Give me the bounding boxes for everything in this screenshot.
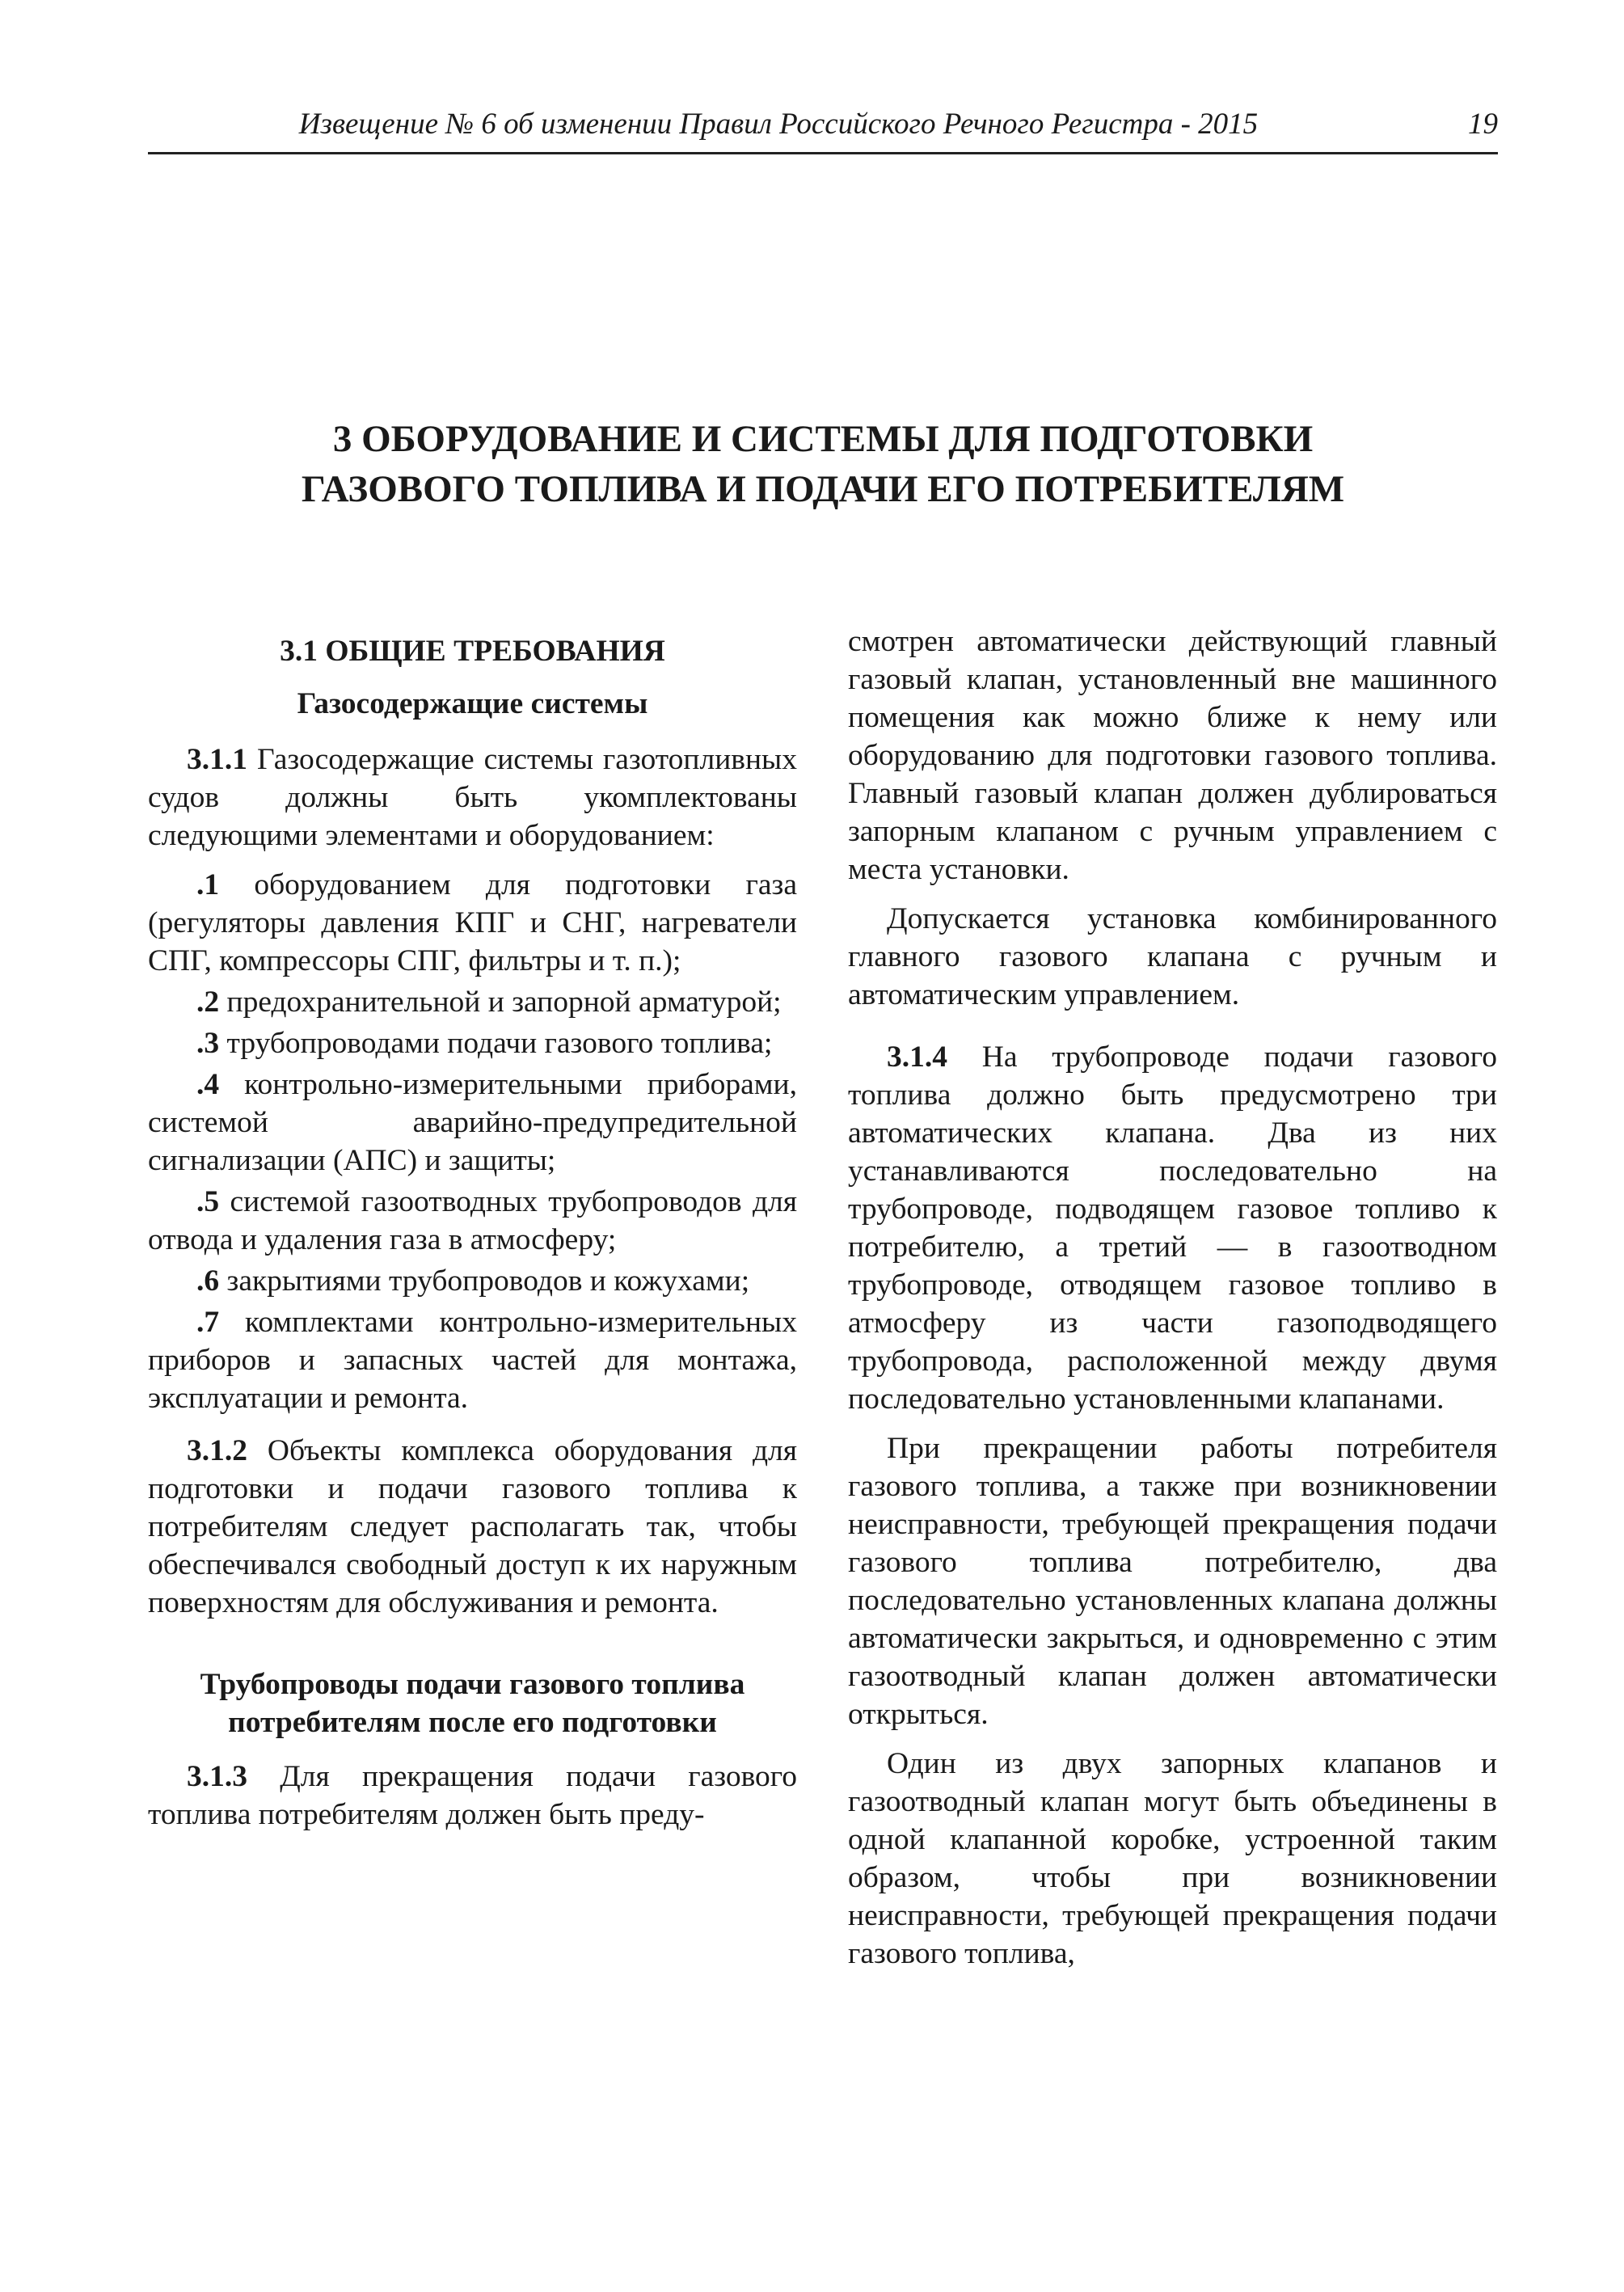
header-title: Извещение № 6 об изменении Правил Российского Речного Регистра - 2015	[298, 108, 1259, 141]
chapter-title-line-1: 3 ОБОРУДОВАНИЕ И СИСТЕМЫ ДЛЯ ПОДГОТОВКИ	[332, 418, 1314, 460]
list-item	[148, 866, 797, 980]
paragraph-3-1-3-b: Допускается установка комбинированного главного газового клапана с ручным и автоматическим управлением.	[848, 902, 1497, 1011]
paragraph-3-1-4	[848, 1038, 1497, 1418]
subsection-heading-gas-systems: Газосодержащие системы	[297, 687, 648, 720]
right-column	[848, 623, 1497, 1984]
list-item	[148, 1183, 797, 1259]
clause-text: Объекты комплекса оборудования для подготовки и подачи газового топлива к потребителям следует располагать так, чтобы обеспечивался свободный доступ к их наружным поверхностям для обслуживания и ремонта.	[148, 1434, 797, 1619]
paragraph-3-1-3	[148, 1758, 797, 1834]
subsection-heading-line-2: потребителям после его подготовки	[228, 1706, 717, 1739]
clause-text: Для прекращения подачи газового топлива потребителям должен быть преду-	[148, 1760, 797, 1831]
list-item-number: .5	[196, 1185, 220, 1218]
paragraph-3-1-1	[148, 741, 797, 855]
section-heading: 3.1 ОБЩИЕ ТРЕБОВАНИЯ	[280, 635, 665, 668]
clause-number: 3.1.2	[187, 1434, 247, 1467]
chapter-title-line-2: ГАЗОВОГО ТОПЛИВА И ПОДАЧИ ЕГО ПОТРЕБИТЕЛЯМ	[301, 468, 1345, 510]
list-item	[148, 983, 797, 1021]
paragraph-3-1-2	[148, 1432, 797, 1622]
running-header	[148, 103, 1498, 154]
list-item-text: предохранительной и запорной арматурой;	[219, 986, 782, 1019]
list-item	[148, 1303, 797, 1417]
list-item-text: комплектами контрольно-измерительных приборов и запасных частей для монтажа, эксплуатации и ремонта.	[148, 1306, 797, 1415]
list-item	[148, 1262, 797, 1300]
list-item-text: контрольно-измерительными приборами, системой аварийно-предупредительной сигнализации (АПС) и защиты;	[148, 1068, 797, 1177]
clause-number: 3.1.3	[187, 1760, 247, 1793]
list-item-number: .2	[196, 986, 220, 1019]
clause-text: На трубопроводе подачи газового топлива должно быть предусмотрено три автоматических клапана. Два из них устанавливаются последовательно на трубопроводе, подводящем газовое топливо к потребителю, а третий — в газоотводном трубопроводе, отводящем газовое топливо в атмосферу из части газоподводящего трубопровода, расположенной между двумя последовательно установленными клапанами.	[848, 1040, 1497, 1416]
clause-number: 3.1.4	[887, 1040, 947, 1074]
page-number: 19	[1468, 108, 1498, 141]
list-item-number: .6	[196, 1264, 220, 1298]
left-column	[148, 623, 797, 1845]
list-item-number: .1	[196, 868, 220, 901]
list-item	[148, 1066, 797, 1180]
list-item	[148, 1024, 797, 1062]
paragraph-3-1-3-continued: смотрен автоматически действующий главный газовый клапан, установленный вне машинного помещения как можно ближе к нему или оборудованию для подготовки газового топлива. Главный газовый клапан должен дублироваться запорным клапаном с ручным управлением с места установки.	[848, 625, 1497, 886]
subsection-heading-line-1: Трубопроводы подачи газового топлива	[200, 1668, 745, 1701]
list-item-number: .7	[196, 1306, 220, 1339]
clause-number: 3.1.1	[187, 743, 247, 776]
list-item-text: оборудованием для подготовки газа (регуляторы давления КПГ и СНГ, нагреватели СПГ, компрессоры СПГ, фильтры и т. п.);	[148, 868, 797, 977]
list-item-text: системой газоотводных трубопроводов для отвода и удаления газа в атмосферу;	[148, 1185, 797, 1256]
clause-text: Газосодержащие системы газотопливных судов должны быть укомплектованы следующими элементами и оборудованием:	[148, 743, 797, 852]
list-item-number: .3	[196, 1027, 220, 1060]
subsection-heading-pipelines	[148, 1665, 797, 1741]
chapter-title	[148, 414, 1498, 514]
list-item-number: .4	[196, 1068, 220, 1101]
paragraph-3-1-4-c: Один из двух запорных клапанов и газоотводный клапан могут быть объединены в одной клапанной коробке, устроенной таким образом, чтобы при возникновении неисправности, требующей прекращения подачи газового топлива,	[848, 1747, 1497, 1970]
list-item-text: закрытиями трубопроводов и кожухами;	[219, 1264, 750, 1298]
list-item-text: трубопроводами подачи газового топлива;	[219, 1027, 773, 1060]
paragraph-3-1-4-b: При прекращении работы потребителя газового топлива, а также при возникновении неисправности, требующей прекращения подачи газового топлива потребителю, два последовательно установленных клапана должны автоматически закрыться, и одновременно с этим газоотводный клапан должен автоматически открыться.	[848, 1432, 1497, 1731]
